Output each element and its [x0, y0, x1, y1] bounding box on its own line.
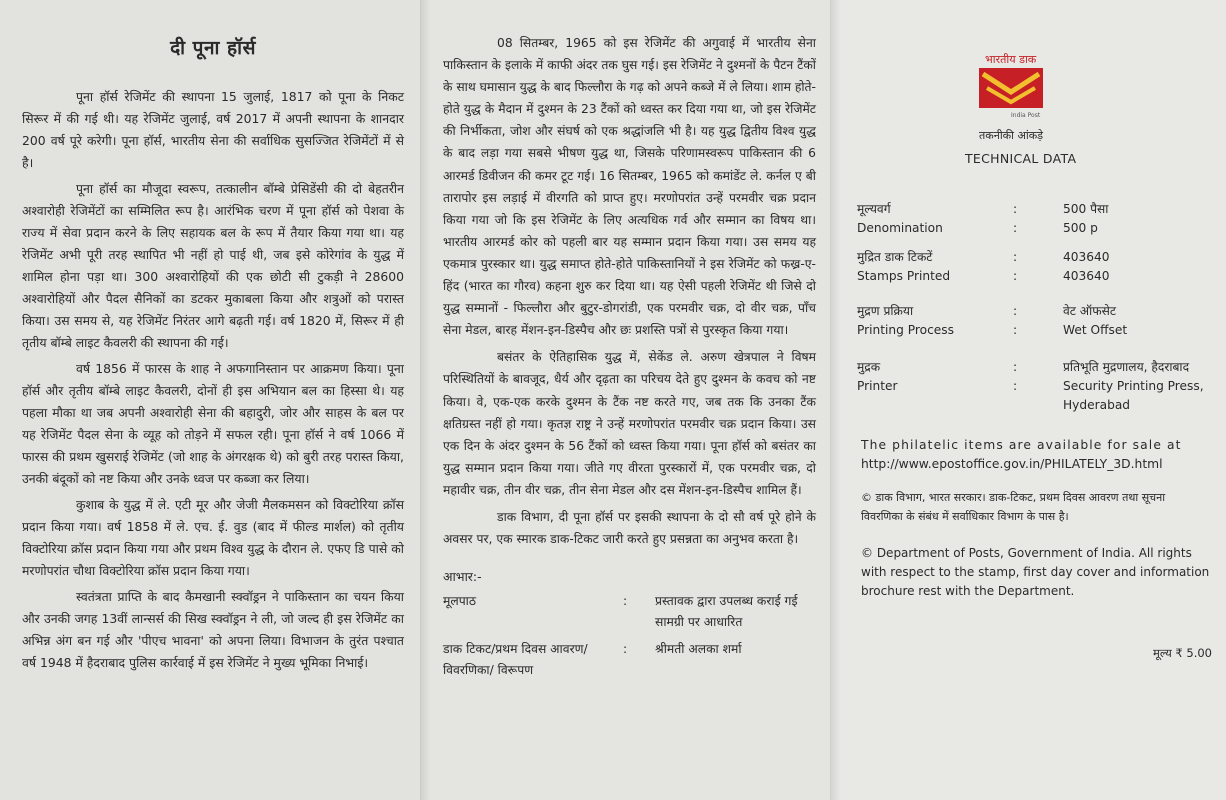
availability-note — [861, 436, 1213, 474]
fold-shadow — [831, 0, 841, 800]
left-paragraph-4: कुशाब के युद्ध में ले. एटी मूर और जेजी मैलकमसन को विक्टोरिया क्रॉस प्रदान किया गया। वर्ष 1858 में ले. एच. ई. वुड (बाद में फील्ड मार्शल) को तृतीय विक्टोरिया क्रॉस प्रदान किया गया और प्रथम विश्व युद्ध के दौरान ले. एफए डि पासे को मरणोपरांत चौथा विक्टोरिया क्रॉस प्रदान किया गया। — [22, 497, 404, 578]
acknowledgement-value: प्रस्तावक द्वारा उपलब्ध कराई गई सामग्री पर आधारित — [655, 594, 798, 630]
spec-label: Denomination — [857, 221, 943, 235]
spec-value: 500 p — [1063, 221, 1098, 235]
right-panel — [830, 0, 1226, 800]
fold-shadow — [421, 0, 431, 800]
acknowledgement-label: मूलपाठ — [443, 594, 477, 609]
spec-label: Stamps Printed — [857, 269, 951, 283]
left-paragraph-3: वर्ष 1856 में फारस के शाह ने अफगानिस्तान पर आक्रमण किया। पूना हॉर्स और तृतीय बॉम्बे लाइट कैवलरी, दोनों ही इस अभियान बल का हिस्सा थे। यह पहला मौका था जब अपनी अश्वारोही सेना की बहादुरी, जोर और साहस के बल पर यह रेजिमेंट पैदल सेना के व्यूह को तोड़ने में सफल रही। पूना हॉर्स ने वर्ष 1066 में फारस की प्रथम खुसराई रेजिमेंट (जो शाह के अंगरक्षक थे) को बुरी तरह परास्त किया, उनकी बंदूकों को नष्ट किया और उनके ध्वज पर कब्जा कर लिया। — [22, 361, 404, 486]
left-paragraph-5: स्वतंत्रता प्राप्ति के बाद कैमखानी स्क्वॉड्रन ने पाकिस्तान का चयन किया और उनकी जगह 13वीं लान्सर्स की सिख स्क्वॉड्रन ने ली, जो जल्द ही इस रेजिमेंट का अभिन्न अंग बन गई और 'पीएच भावना' को अपना लिया। विभाजन के तुरंत पश्चात वर्ष 1948 में हैदराबाद पुलिस कार्रवाई में इस रेजिमेंट ने मुख्य भूमिका निभाई। — [22, 589, 404, 670]
left-paragraph-1: पूना हॉर्स रेजिमेंट की स्थापना 15 जुलाई, 1817 को पूना के निकट सिरूर में की गई थी। यह रेजिमेंट जुलाई, वर्ष 2017 में अपनी स्थापना के शानदार 200 वर्ष पूरे करेगी। पूना हॉर्स, भारतीय सेना की सर्वाधिक सुसज्जित रेजिमेंटों में से है। — [22, 89, 404, 170]
price-label: मूल्य ₹ 5.00 — [1152, 646, 1212, 660]
middle-paragraph-2: बसंतर के ऐतिहासिक युद्ध में, सेकेंड ले. अरुण खेत्रपाल ने विषम परिस्थितियों के बावजूद, धैर्य और दृढ़ता का परिचय देते हुए दुश्मन के कवच को नष्ट किया। वे, एक-एक करके दुश्मन के टैंक नष्ट करते गए, जब तक कि उनका टैंक क्षतिग्रस्त नहीं हो गया। कृतज्ञ राष्ट्र ने उन्हें मरणोपरांत परमवीर चक्र प्रदान किया। उस एक दिन के अंदर दुश्मन के 56 टैंकों को ध्वस्त किया गया। पूना हॉर्स को बसंतर का युद्ध सम्मान प्रदान किया गया। जीते गए वीरता पुरस्कारों में, एक परमवीर चक्र, दो महावीर चक्र, तीन वीर चक्र, तीन सेना मेडल और दस मेंशन-इन-डिस्पैच शामिल हैं। — [443, 350, 816, 497]
spec-colon: : — [1013, 304, 1018, 318]
spec-colon: : — [1013, 250, 1018, 264]
logo-english-text: India Post — [1011, 112, 1041, 119]
middle-panel — [420, 0, 830, 800]
envelope-icon — [979, 68, 1043, 108]
middle-paragraph-3: डाक विभाग, दी पूना हॉर्स पर इसकी स्थापना के दो सौ वर्ष पूरे होने के अवसर पर, एक स्मारक डाक-टिकट जारी करते हुए प्रसन्नता का अनुभव करता है। — [443, 509, 816, 547]
copyright-hindi: © डाक विभाग, भारत सरकार। डाक-टिकट, प्रथम दिवस आवरण तथा सूचना विवरणिका के संबंध में सर्वाधिकार विभाग के पास है। — [861, 491, 1166, 523]
acknowledgement-colon: : — [623, 642, 628, 657]
epost-url-link[interactable]: http://www.epostoffice.gov.in/PHILATELY_3D.html — [861, 457, 1163, 471]
spec-colon: : — [1013, 379, 1018, 393]
spec-label-hindi: मुद्रित डाक टिकटें — [857, 250, 933, 264]
spec-value-hindi: 403640 — [1063, 250, 1110, 264]
acknowledgement-label: डाक टिकट/प्रथम दिवस आवरण/ विवरणिका/ विरूपण — [443, 642, 588, 678]
page-title: दी पूना हॉर्स — [170, 37, 256, 59]
middle-paragraph-1: 08 सितम्बर, 1965 को इस रेजिमेंट की अगुवाई में भारतीय सेना पाकिस्तान के इलाके में काफी अंदर तक घुस गई। इस रेजिमेंट ने दुश्मनों के पैटन टैंकों के साथ घमासान युद्ध के बाद फिल्लौरा के गढ़ को अपने कब्जे में ले लिया। शाम होते-होते युद्ध के मैदान में दुश्मन के 23 टैंकों को ध्वस्त कर दिया गया था, जो इस रेजिमेंट की निर्भीकता, जोश और संघर्ष को एक श्रद्धांजलि भी है। यह युद्ध द्वितीय विश्व युद्ध के बाद लड़ा गया सबसे भीषण युद्ध था, जिसके परिणामस्वरूप पाकिस्तान की 6 आरमर्ड डिवीजन की कमर टूट गई। 16 सितम्बर, 1965 को कमांडेंट ले. कर्नल ए बी तारापोर इस लड़ाई में वीरगति को प्राप्त हुए। मरणोपरांत उन्हें परमवीर चक्र प्रदान किया गया जो कि इस रेजिमेंट के लिए अत्यधिक गर्व और सम्मान का विषय था। भारतीय आरमर्ड कोर को पहली बार यह सम्मान प्रदान किया गया। उस समय यह एकमात्र पुरस्कार था। युद्ध समाप्त होते-होते पाकिस्तानियों ने इस रेजिमेंट को फख्र-ए-हिंद (भारत का गौरव) कहना शुरु कर दिया था। यह ऐसी पहली रेजिमेंट थी जिसे दो युद्ध सम्मानों - फिल्लौरा और बुटुर-डोगरांडी, एक परमवीर चक्र, दो वीर चक्र, पाँच सेना मेडल, बारह मेंशन-इन-डिस्पैच और छः प्रशस्ति पत्रों से पुरस्कृत किया गया। — [443, 36, 816, 338]
spec-label-hindi: मुद्रक — [857, 360, 881, 374]
technical-data-hindi: तकनीकी आंकड़े — [979, 129, 1044, 142]
spec-colon: : — [1013, 202, 1018, 216]
spec-label-hindi: मूल्यवर्ग — [857, 202, 891, 216]
acknowledgement-title: आभार:- — [443, 569, 482, 585]
spec-colon: : — [1013, 221, 1018, 235]
acknowledgement-value: श्रीमती अलका शर्मा — [655, 642, 742, 657]
left-paragraph-2: पूना हॉर्स का मौजूदा स्वरूप, तत्कालीन बॉम्बे प्रेसिडेंसी की दो बेहतरीन अश्वारोही रेजिमेंटों का सम्मिलित रूप है। आरंभिक चरण में पूना हॉर्स को पेशवा के राज्य में सेवा प्रदान करने के लिए सहायक बल के रूप में तैयार किया गया था। यह रेजिमेंट अभी पूरी तरह स्थापित भी नहीं हो पाई थी, जब इसे कोरेगांव के युद्ध में शामिल होना पड़ा था। 300 अश्वारोहियों की एक छोटी सी टुकड़ी ने 28600 अश्वारोहियों और पैदल सैनिकों का डटकर मुकाबला किया और शत्रुओं को परास्त किया। उस समय से, यह रेजिमेंट निरंतर आगे बढ़ती गई। वर्ष 1820 में, सिरूर में ही तृतीय बॉम्बे लाइट कैवलरी की स्थापना की गई। — [22, 181, 404, 350]
availability-text: The philatelic items are available for sale at — [861, 438, 1182, 452]
spec-value: Security Printing Press, Hyderabad — [1063, 379, 1204, 412]
spec-label-hindi: मुद्रण प्रक्रिया — [857, 304, 914, 318]
spec-label: Printer — [857, 379, 898, 393]
left-panel — [0, 0, 420, 800]
spec-value: 403640 — [1063, 269, 1110, 283]
spec-colon: : — [1013, 323, 1018, 337]
spec-colon: : — [1013, 360, 1018, 374]
spec-colon: : — [1013, 269, 1018, 283]
spec-value-hindi: वेट ऑफसेट — [1063, 304, 1117, 318]
acknowledgement-row — [443, 591, 816, 633]
spec-denomination — [857, 200, 1217, 238]
spec-printer — [857, 358, 1217, 415]
spec-value: Wet Offset — [1063, 323, 1128, 337]
acknowledgement-colon: : — [623, 594, 628, 609]
spec-printing-process — [857, 302, 1217, 340]
copyright-english: © Department of Posts, Government of India. All rights with respect to the stamp, first day cover and information brochure rest with the Department. — [861, 546, 1210, 598]
india-post-logo — [951, 50, 1067, 126]
logo-hindi-text: भारतीय डाक — [985, 53, 1037, 66]
technical-data-title: TECHNICAL DATA — [965, 151, 1077, 166]
spec-value-hindi: प्रतिभूति मुद्रणालय, हैदराबाद — [1063, 360, 1190, 374]
spec-stamps-printed — [857, 248, 1217, 286]
spec-value-hindi: 500 पैसा — [1063, 202, 1109, 216]
acknowledgement-row — [443, 639, 816, 681]
spec-label: Printing Process — [857, 323, 954, 337]
